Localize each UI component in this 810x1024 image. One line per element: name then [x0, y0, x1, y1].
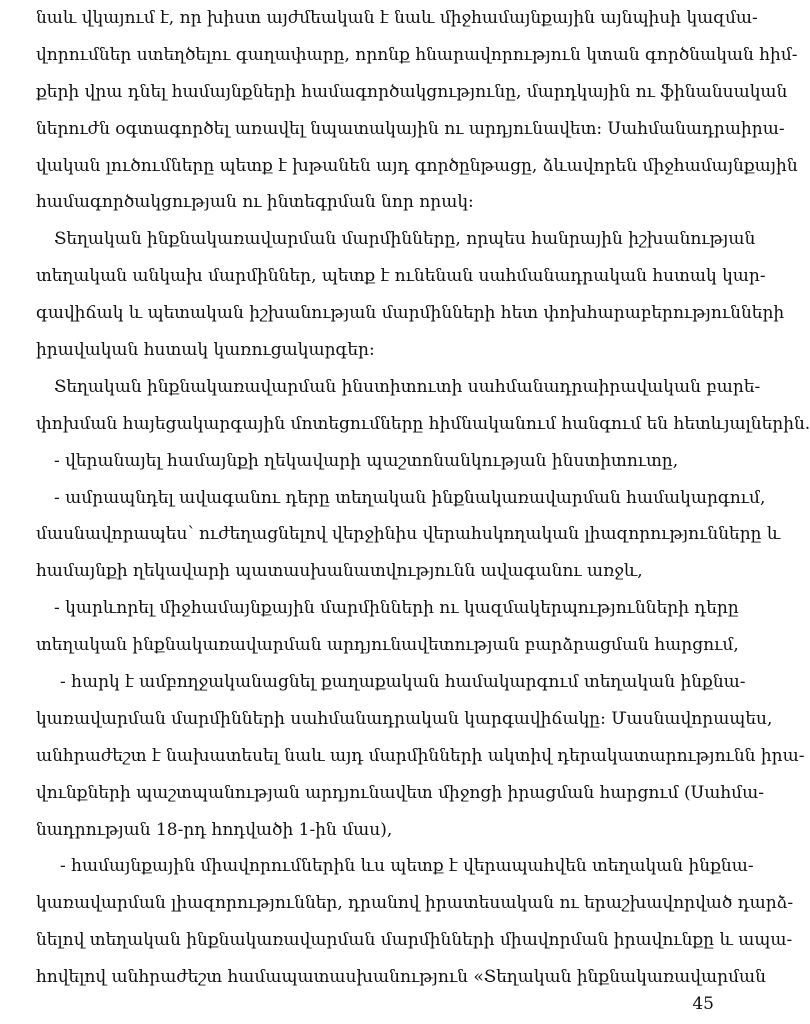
body-text	[36, 0, 810, 996]
text-line: քերի վրա դնել համայնքների համագործակցությունը, մարդկային ու ֆինանսական	[36, 81, 788, 102]
text-line: - հարկ է ամբողջականացնել քաղաքական համակարգում տեղական ինքնա-	[60, 672, 746, 693]
page-number: 45	[692, 994, 714, 1014]
text-line: անհրաժեշտ է նախատեսել նաև այդ մարմինների ակտիվ դերակատարությունն իրա-	[36, 745, 805, 766]
text-line: տեղական անկախ մարմիններ, պետք է ունենան սահմանադրական հստակ կար-	[36, 266, 766, 287]
text-line: համագործակցության ու ինտեգրման նոր որակ:	[36, 192, 474, 213]
text-line: - համայնքային միավորումներին ևս պետք է վերապահվեն տեղական ինքնա-	[60, 856, 754, 877]
text-line: նաև վկայում է, որ խիստ այժմեական է նաև միջհամայնքային այնպիսի կազմա-	[36, 8, 758, 28]
text-line: վունքների պաշտպանության արդյունավետ միջոցի իրացման հարցում (Սահմա-	[36, 782, 764, 803]
text-line: ներուժն օգտագործել առավել նպատակային ու արդյունավետ: Սահմանադրաիրա-	[36, 118, 785, 139]
text-line: նադրության 18-րդ հոդվածի 1-ին մաս),	[36, 819, 393, 840]
text-line: գավիճակ և պետական իշխանության մարմինների հետ փոխհարաբերությունների	[36, 303, 785, 324]
text-line: - ամրապնդել ավագանու դերը տեղական ինքնակառավարման համակարգում,	[54, 487, 766, 508]
text-line: վական լուծումները պետք է խթանեն այդ գործընթացը, ձևավորեն միջհամայնքային	[36, 155, 798, 176]
text-line: Տեղական ինքնակառավարման մարմինները, որպես հանրային իշխանության	[54, 229, 756, 250]
text-line: համայնքի ղեկավարի պատասխանատվությունն ավագանու առջև,	[36, 561, 643, 582]
text-line: նելով տեղական ինքնակառավարման մարմինների միավորման իրավունքը և ապա-	[36, 930, 793, 951]
text-line: Տեղական ինքնակառավարման ինստիտուտի սահմանադրաիրավական բարե-	[54, 376, 761, 397]
text-line: տեղական ինքնակառավարման արդյունավետության բարձրացման հարցում,	[36, 635, 739, 656]
text-line: վորումներ ստեղծելու գաղափարը, որոնք հնարավորություն կտան գործնական հիմ-	[36, 44, 798, 65]
text-line: - կարևորել միջհամայնքային մարմինների ու կազմակերպությունների դերը	[54, 598, 739, 619]
text-line: - վերանայել համայնքի ղեկավարի պաշտոնանկության ինստիտուտը,	[54, 450, 679, 471]
text-line: իրավական հստակ կառուցակարգեր:	[36, 340, 375, 361]
text-line: կառավարման լիազորություններ, դրանով իրատեսական ու երաշխավորված դարձ-	[36, 893, 794, 914]
text-line: հովելով անհրաժեշտ համապատասխանություն «Տեղական ինքնակառավարման	[36, 967, 766, 988]
text-line: մասնավորապես՝ ուժեղացնելով վերջինիս վերահսկողական լիազորությունները և	[36, 524, 781, 545]
text-line: փոխման հայեցակարգային մոտեցումները հիմնականում հանգում են հետևյալներին.	[36, 413, 810, 434]
text-line: կառավարման մարմինների սահմանադրական կարգավիճակը: Մասնավորապես,	[36, 708, 773, 729]
